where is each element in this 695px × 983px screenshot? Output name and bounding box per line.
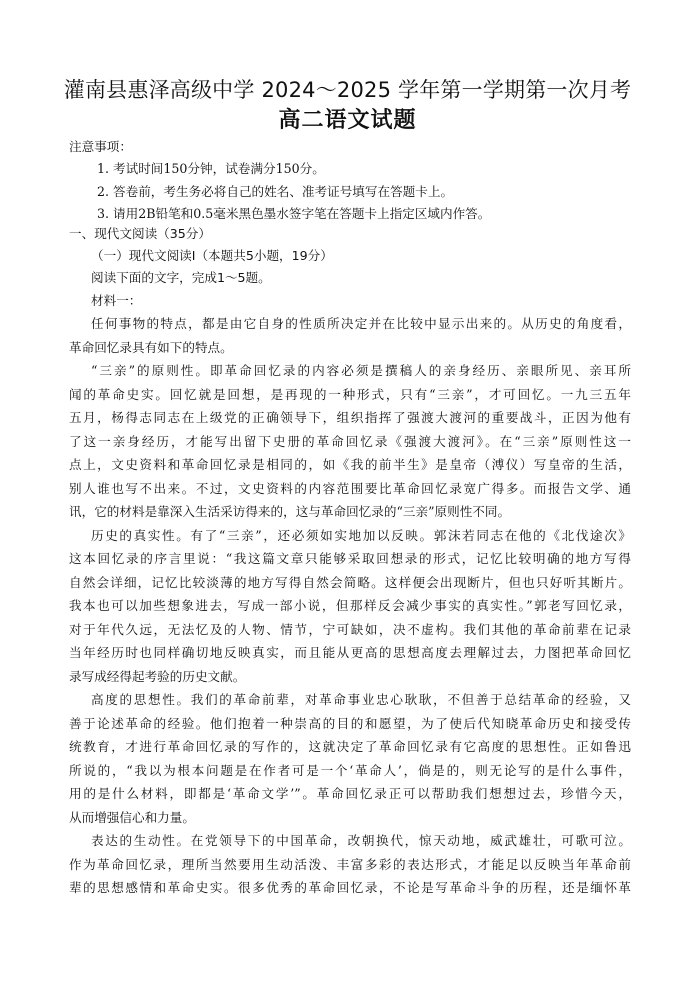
note-item: 3. 请用2B铅笔和0.5毫米黑色墨水签字笔在答题卡上指定区域内作答。	[97, 206, 491, 221]
passage-line: 点上，文史资料和革命回忆录是相同的，如《我的前半生》是皇帝（溥仪）写皇帝的生活，	[69, 457, 631, 472]
passage-line: 了这一亲身经历，才能写出留下史册的革命回忆录《强渡大渡河》。在“三亲”原则性这一	[69, 434, 631, 449]
passage-line: 闻的革命史实。回忆就是回想，是再现的一种形式，只有“三亲”，才可回忆。一九三五年	[69, 387, 631, 402]
note-item: 1. 考试时间150分钟，试卷满分150分。	[97, 161, 325, 176]
passage-line: 高度的思想性。我们的革命前辈，对革命事业忠心耿耿，不但善于总结革命的经验，又	[91, 692, 631, 707]
passage-line: 自然会详细，记忆比较淡薄的地方写得自然会简略。这样便会出现断片，但也只好听其断片。	[69, 575, 631, 590]
passage-line: 用的是什么材料，即都是‘革命文学’”。革命回忆录正可以帮助我们想想过去，珍惜今天，	[69, 786, 631, 801]
passage-line: 所说的，“我以为根本问题是在作者可是一个‘革命人’，倘是的，则无论写的是什么事件，	[69, 763, 631, 778]
passage-line: 五月，杨得志同志在上级党的正确领导下，组织指挥了强渡大渡河的重要战斗，正因为他有	[69, 410, 631, 425]
section-subheading: （一）现代文阅读Ⅰ（本题共5小题，19分）	[91, 248, 333, 263]
passage-line: 统教育，才进行革命回忆录的写作的，这就决定了革命回忆录有它高度的思想性。正如鲁迅	[69, 739, 631, 754]
passage-line: “三亲”的原则性。即革命回忆录的内容必须是撰稿人的亲身经历、亲眼所见、亲耳所	[91, 363, 631, 378]
passage-line: 别人谁也写不出来。不过，文史资料的内容范围要比革命回忆录宽广得多。而报告文学、通	[69, 481, 631, 496]
passage-line: 录写成经得起考验的历史文献。	[69, 669, 246, 684]
passage-line: 我本也可以加些想象进去，写成一部小说，但那样反会减少事实的真实性。”郭老写回忆录，	[69, 598, 631, 613]
passage-line: 任何事物的特点，都是由它自身的性质所决定并在比较中显示出来的。从历史的角度看，	[91, 316, 631, 331]
passage-line: 革命回忆录具有如下的特点。	[69, 340, 233, 355]
passage-line: 这本回忆录的序言里说：“我这篇文章只能够采取回想录的形式，记忆比较明确的地方写得	[69, 551, 631, 566]
passage-line: 作为革命回忆录，理所当然要用生动活泼、丰富多彩的表达形式，才能足以反映当年革命前	[69, 857, 631, 872]
passage-line: 历史的真实性。有了“三亲”，还必须如实地加以反映。郭沫若同志在他的《北伐途次》	[91, 528, 631, 543]
section-heading: 一、现代文阅读（35分）	[69, 226, 211, 241]
note-item: 2. 答卷前，考生务必将自己的姓名、准考证号填写在答题卡上。	[97, 184, 454, 199]
passage-line: 当年经历时也同样确切地反映真实，而且能从更高的思想高度去理解过去，力图把革命回忆	[69, 645, 631, 660]
notes-heading: 注意事项：	[69, 139, 132, 154]
material-label: 材料一：	[91, 293, 142, 308]
reading-instruction: 阅读下面的文字，完成1～5题。	[91, 270, 271, 285]
exam-header-title: 灌南县惠泽高级中学 2024～2025 学年第一学期第一次月考	[63, 78, 632, 102]
passage-line: 从而增强信心和力量。	[69, 810, 195, 825]
passage-line: 讯，它的材料是靠深入生活采访得来的，这与革命回忆录的“三亲”原则性不同。	[69, 504, 511, 519]
passage-line: 善于论述革命的经验。他们抱着一种崇高的目的和愿望，为了使后代知晓革命历史和接受传	[69, 716, 631, 731]
exam-subject-title: 高二语文试题	[278, 108, 417, 133]
passage-line: 辈的思想感情和革命史实。很多优秀的革命回忆录，不论是写革命斗争的历程，还是缅怀革	[69, 880, 631, 895]
passage-line: 对于年代久远，无法忆及的人物、情节，宁可缺如，决不虚构。我们其他的革命前辈在记录	[69, 622, 631, 637]
passage-line: 表达的生动性。在党领导下的中国革命，改朝换代，惊天动地，威武雄壮，可歌可泣。	[91, 833, 631, 848]
